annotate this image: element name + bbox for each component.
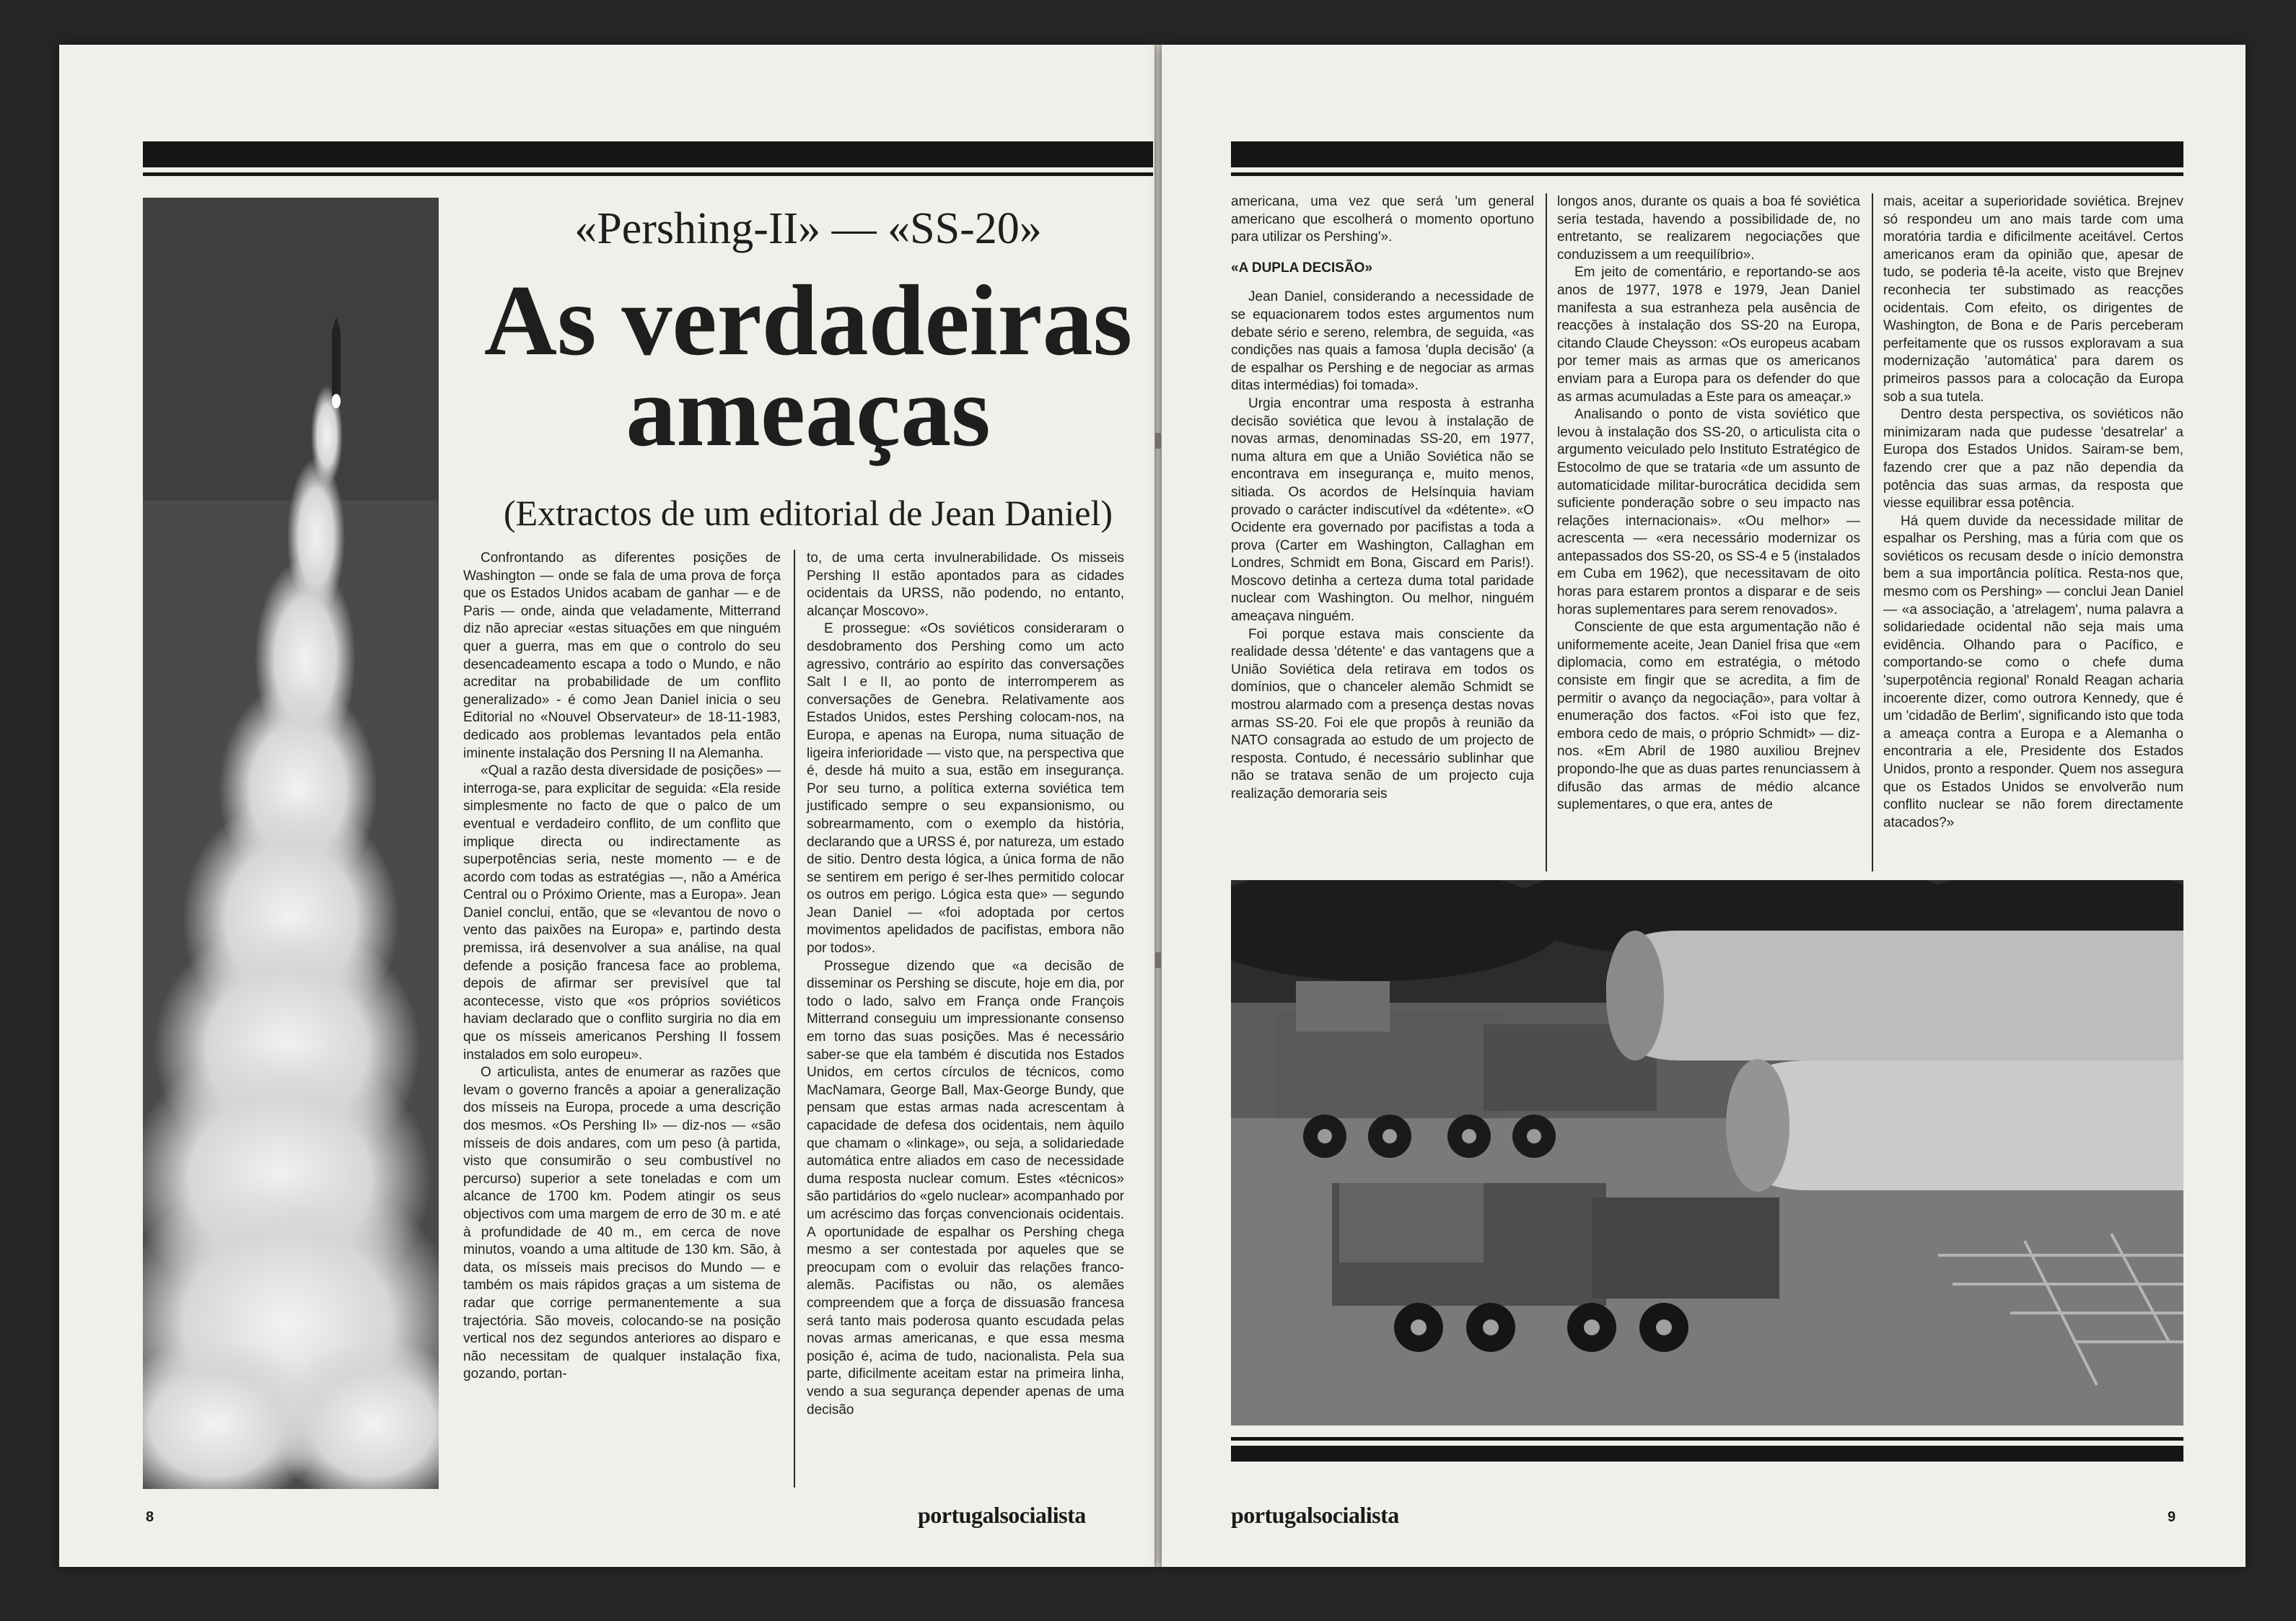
article-kicker: «Pershing-II» — «SS-20» bbox=[574, 204, 1042, 253]
paragraph: americana, uma vez que será 'um general americano que escolherá o momento oportuno para utilizar os Pershing'». bbox=[1231, 194, 1534, 245]
page-number: 9 bbox=[2168, 1509, 2176, 1525]
paragraph: Em jeito de comentário, e reportando-se aos anos de 1977, 1978 e 1979, Jean Daniel manifesta a sua estranheza pela ausência de reacções à instalação dos SS-20 na Europa, citando Claude Cheysson: «Os europeus acabam por temer mais as armas que os americanos enviam para a Europa para os defender do que as armas acumuladas a Este para os ameaçar.» bbox=[1557, 265, 1860, 405]
paragraph: E prossegue: «Os soviéticos consideraram o desdobramento dos Pershing como um acto agressivo, contrário ao espírito das conversações Salt I e II, ao ponto de interromperem as conversações de Genebra. Relativamente aos Estados Unidos, estes Pershing colocam-nos, na Europa, e apenas na Europa, numa situação de ligeira inferioridade — visto que, na perspectiva que é, desde há muito a sua, estão em insegurança. Por seu turno, a política externa soviética tem justificado sempre o seu expansionismo, ou sobrearmamento, com o exemplo da história, declarando que a URSS é, por natureza, um estado de sitio. Dentro desta lógica, a única forma de não se sentirem em perigo é ser-lhes permitido colocar os outros em perigo. Lógica esta que» — segundo Jean Daniel — «foi adoptada por certos movimentos apelidados de pacifistas, embora não por todos». bbox=[807, 621, 1124, 957]
magazine-brand: portugalsocialista bbox=[918, 1502, 1086, 1528]
missile-parade-photo bbox=[1231, 880, 2183, 1425]
section-subheading: «A DUPLA DECISÃO» bbox=[1231, 260, 1373, 276]
paragraph: O articulista, antes de enumerar as razões que levam o governo francês a apoiar a generalização dos mísseis na Europa, procede a uma descrição dos mesmos. «Os Pershing II» — diz-nos — «são mísseis de dois andares, com um peso (à partida, visto que consumirão o seu combustível no percurso) superior a sete toneladas e com um alcance de 1700 km. Podem atingir os seus objectivos com uma margem de erro de 30 m. e até à profundidade de 40 m., em cerca de nove minutos, voando a uma altitude de 130 km. São, à data, os mísseis mais precisos do Mundo — e também os mais rápidos graças a um sistema de radar que corrige permanentemente a sua trajectória. São moveis, colocando-se na posição vertical nos dez segundos anteriores ao disparo e não necessitam de qualquer instalação fixa, gozando, portan- bbox=[463, 1065, 781, 1382]
paragraph: Dentro desta perspectiva, os soviéticos não minimizaram nada que pudesse 'desatrelar' a Europa dos Estados Unidos. Sairam-se bem, fazendo crer que a paz não dependia da potência das suas armas, da resposta que viesse equilibrar essa potência. bbox=[1883, 407, 2183, 511]
bottom-rule bbox=[1231, 1446, 2183, 1462]
missile-parade-illustration bbox=[1231, 880, 2183, 1425]
paragraph: Consciente de que esta argumentação não é uniformemente aceite, Jean Daniel frisa que «em diplomacia, como em estratégia, o método consiste em fingir que se acredita, a fim de permitir o avanço da negociação», para voltar à enumeração dos factos. «Foi isto que fez, embora cedo de mais, o próprio Schmidt» — diz-nos. «Em Abril de 1980 auxiliou Brejnev propondo-lhe que as duas partes renunciassem à difusão das armas de médio alcance suplementares, o que era, antes de bbox=[1557, 620, 1860, 813]
paragraph: Foi porque estava mais consciente da realidade dessa 'détente' e das vantagens que a União Soviética dela retirava em todos os domínios, que o chanceler alemão Schmidt se mostrou alarmado com a presença destas novas armas SS-20. Foi ele que propôs à reunião da NATO consagrada ao estudo de um projecto de resposta. Contudo, é necessário sublinhar que não se tratava senão de um projecto cuja realização demoraria seis bbox=[1231, 626, 1534, 801]
paragraph: Confrontando as diferentes posições de Washington — onde se fala de uma prova de força que os Estados Unidos acabam de ganhar — e de Paris — onde, ainda que veladamente, Mitterrand diz não apreciar «estas situações em que ninguém quer a guerra, mas em que o controlo do seu desencadeamento escapa a todo o Mundo, e não acreditar na probabilidade de um conflito generalizado» - é como Jean Daniel inicia o seu Editorial no «Nouvel Observateur» de 18-11-1983, dedicado aos problemas levantados pela então iminente instalação dos Persning II na Alemanha. bbox=[463, 550, 781, 761]
left-column-1 bbox=[463, 550, 781, 1384]
paragraph: Prossegue dizendo que «a decisão de disseminar os Pershing se discute, hoje em dia, por todo o lado, salvo em França onde François Mitterrand conseguiu um impressionante consenso em torno das suas posições. Mas é necessário saber-se que ela também é discutida nos Estados Unidos, em certos círculos de técnicos, como MacNamara, George Ball, Max-George Bundy, que pensam que estas armas nada acrescentam à capacidade de defesa dos ocidentais, nem àquilo que chamam o «linkage», ou seja, a solidariedade automática entre aliados em caso de necessidade duma resposta nuclear comum. Estes «técnicos» são partidários do «gelo nuclear» acompanhado por um acréscimo das forças convencionais ocidentais. A oportunidade de espalhar os Pershing chega mesmo a ser contestada por aqueles que se preocupam com o evoluir das relações franco-alemãs. Pacifistas ou não, os alemães compreendem que a força de dissuasão francesa será tanto mais poderosa quanto escudada pelas novas armas americanas, e que essa mesma posição é, acima de tudo, nacionalista. Pela sua parte, dificilmente aceitam estar na primeira linha, vendo a sua segurança depender apenas de uma decisão bbox=[807, 958, 1124, 1418]
right-column-2 bbox=[1557, 193, 1860, 814]
column-separator bbox=[794, 550, 795, 1488]
paragraph: «Qual a razão desta diversidade de posições» — interroga-se, para explicitar de seguida: «Ela reside simplesmente no facto de que o palco de um eventual e verdadeiro conflito, de um conflito que implique directa ou indirectamente as superpotências seria, neste momento — e de acordo com todas as estratégias —, não a América Central ou o Próximo Oriente, mas a Europa». Jean Daniel conclui, então, que se «levantou de novo o vento das paixões na Europa» e, partindo desta premissa, irá desenvolver a sua análise, na qual defende a posição francesa face ao problema, depois de afirmar ser previsível que tal acontecesse, visto que «os próprios soviéticos haviam declarado que o conflito surgiria no dia em que os mísseis americanos Pershing II fossem instalados em solo europeu». bbox=[463, 763, 781, 1063]
paragraph: Há quem duvide da necessidade militar de espalhar os Pershing, mas a fúria com que os soviéticos os recusam desde o início demonstra bem a sua importância política. Resta-nos que, mesmo com os Pershing» — conclui Jean Daniel — «a associação, a 'atrelagem', numa palavra a solidariedade ocidental não seja mais uma evidência. Olhando para o Pacífico, e comportando-se como o chefe duma 'superpotência regional' Ronald Reagan acharia incoerente dizer, como outrora Kennedy, que é um 'cidadão de Berlim', significando isto que toda a ameaça contra a Europa e a Alemanha o encontraria a ele, Presidente dos Estados Unidos, pronto a responder. Quem nos assegura que os Estados Unidos se envolverão num conflito nuclear se não forem directamente atacados?» bbox=[1883, 513, 2183, 830]
paragraph: longos anos, durante os quais a boa fé soviética seria testada, havendo a possibilidade de, no entretanto, se realizarem negociações que conduzissem a um reequilíbrio». bbox=[1557, 194, 1860, 263]
staple bbox=[1155, 952, 1161, 968]
staple bbox=[1155, 433, 1161, 449]
magazine-brand: portugalsocialista bbox=[1231, 1502, 1399, 1528]
right-column-1 bbox=[1231, 193, 1534, 804]
left-page bbox=[59, 45, 1154, 1567]
paragraph: Analisando o ponto de vista soviético que levou à instalação dos SS-20, o articulista cita o argumento veiculado pelo Instituto Estratégico de Estocolmo de que se trataria «de um assunto de automaticidade militar-burocrática decidida sem suficiente ponderação sobre o seu impacto nas relações internacionais». «Ou melhor» — acrescenta — «era necessário modernizar os antepassados dos SS-20, os SS-4 e 5 (instalados em Cuba em 1962), que necessitavam de oito horas para estarem prontos a disparar e de seis horas suplementares para serem renovados». bbox=[1557, 407, 1860, 618]
rocket-launch-illustration bbox=[143, 198, 439, 1489]
paragraph: Jean Daniel, considerando a necessidade de se equacionarem todos estes argumentos num debate sério e sereno, relembra, de seguida, «as condições nas quais a famosa 'dupla decisão' (a de espalhar os Pershing e de negociar as armas ditas intermédias) foi tomada». bbox=[1231, 289, 1534, 394]
paragraph: mais, aceitar a superioridade soviética. Brejnev só respondeu um ano mais tarde com uma moratória tardia e dificilmente aceitável. Certos americanos eram da opinião que, apesar de tudo, se poderia tê-la aceite, visto que Brejnev reconhecia ter substimado as reacções ocidentais. Com efeito, os dirigentes de Washington, de Bona e de Paris perceberam perfeitamente que os russos exploravam a sua modernização 'automática' para darem os primeiros passos para a colocação da Europa sob a sua tutela. bbox=[1883, 194, 2183, 405]
right-page bbox=[1162, 45, 2245, 1567]
paragraph: Urgia encontrar uma resposta à estranha decisão soviética que levou à instalação de novas armas, denominadas SS-20, em 1977, numa altura em que a União Soviética não se encontrava em insegurança e, muito menos, sitiada. Os acordos de Helsínquia haviam provado o carácter indiscutível da «détente». «O Ocidente era governado por pacifistas a toda a prova (Carter em Washington, Callaghan em Londres, Schmidt em Bona, Giscard em Paris!). Moscovo detinha a certeza duma total paridade nuclear com Washington. Ou melhor, ninguém ameaçava ninguém. bbox=[1231, 395, 1534, 625]
rocket-launch-photo bbox=[143, 198, 439, 1489]
article-headline bbox=[463, 265, 1153, 467]
page-number: 8 bbox=[146, 1509, 154, 1525]
article-subhead: (Extractos de um editorial de Jean Daniel) bbox=[503, 493, 1113, 533]
column-separator bbox=[1546, 193, 1547, 871]
top-rule bbox=[143, 141, 1153, 167]
headline-line-2: ameaças bbox=[626, 356, 991, 467]
paragraph: to, de uma certa invulnerabilidade. Os misseis Pershing II estão apontados para as cidades ocidentais da URSS, não podendo, no entanto, alcançar Moscovo». bbox=[807, 550, 1124, 619]
column-separator bbox=[1872, 193, 1873, 871]
top-rule bbox=[1231, 141, 2183, 167]
right-column-3 bbox=[1883, 193, 2183, 832]
headline-line-1: As verdadeiras bbox=[483, 265, 1133, 377]
left-column-2 bbox=[807, 550, 1124, 1419]
